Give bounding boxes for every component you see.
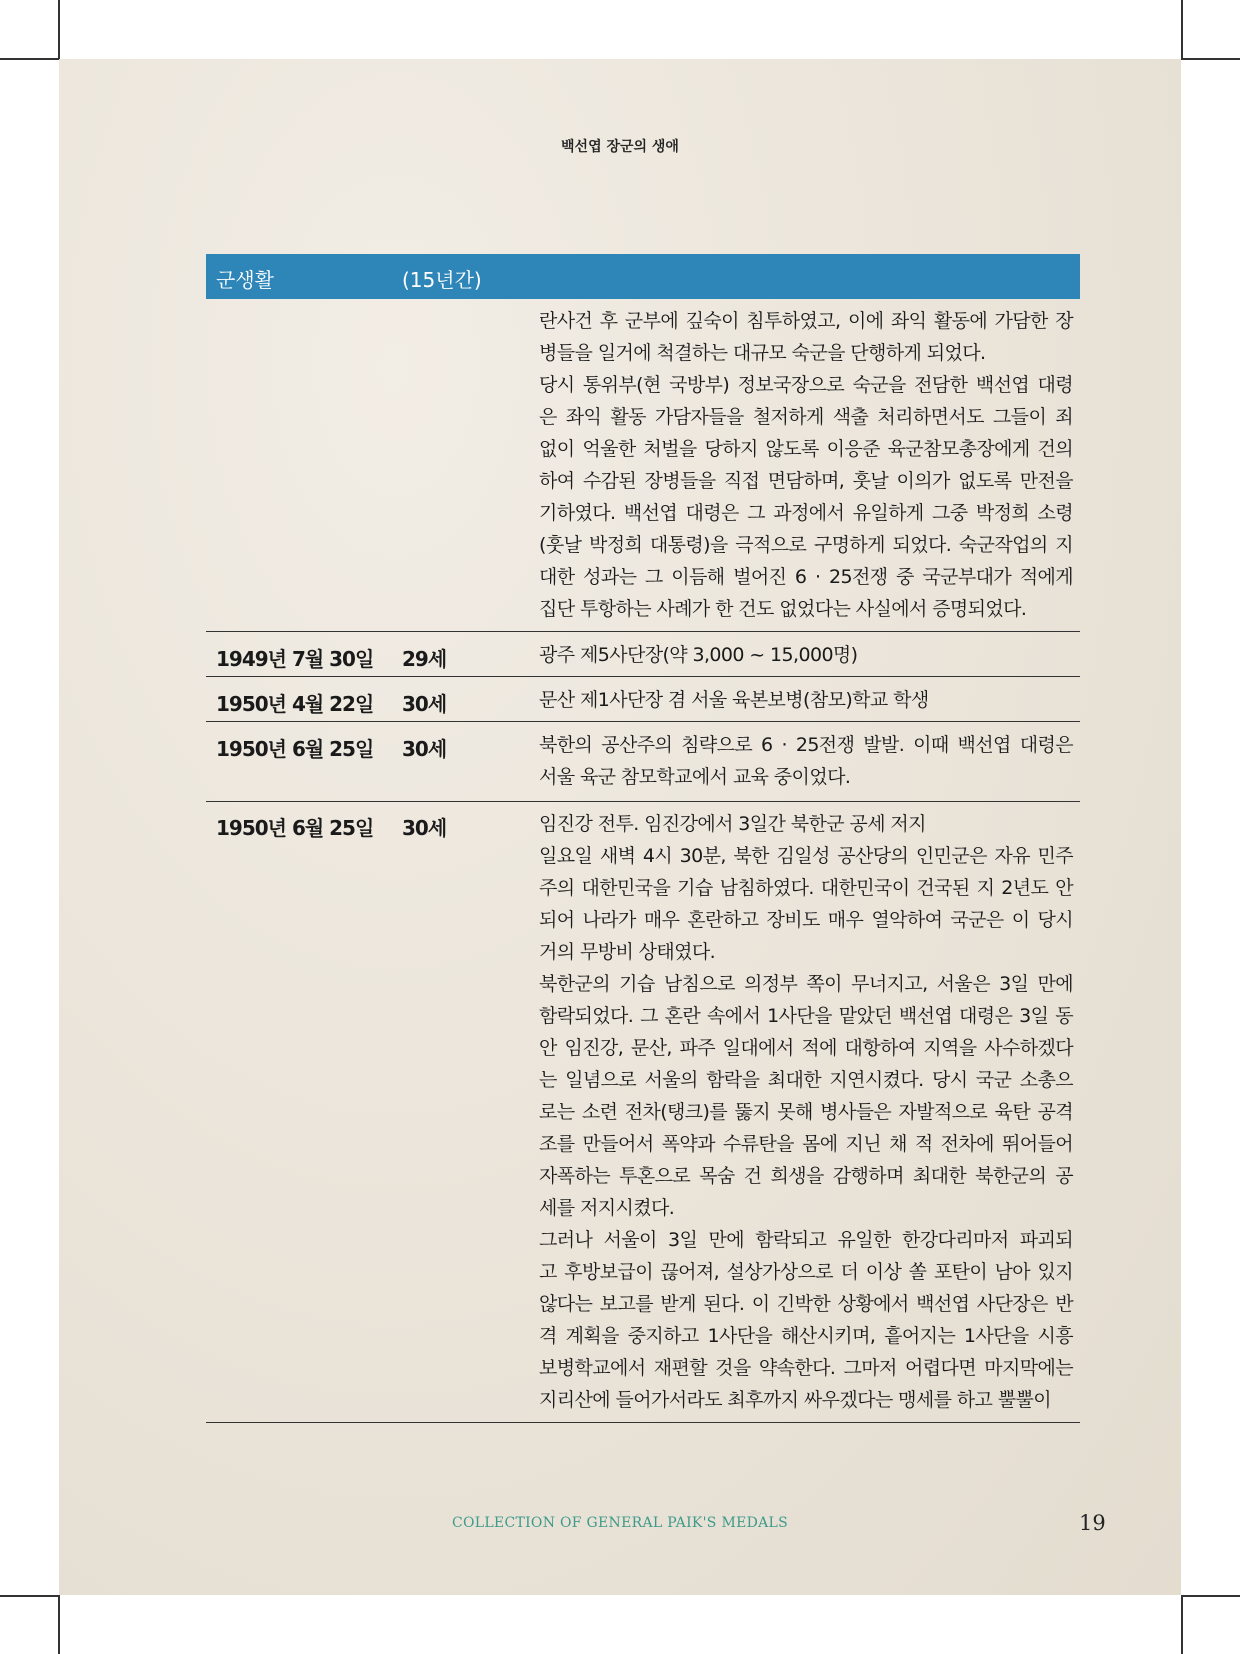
page-number: 19 bbox=[1079, 1511, 1106, 1535]
description-line: 문산 제1사단장 겸 서울 육본보병(참모)학교 학생 bbox=[539, 689, 929, 711]
header-col-career: 군생활 bbox=[216, 268, 274, 292]
row-age: 30세 bbox=[402, 816, 447, 840]
crop-mark bbox=[58, 0, 60, 59]
crop-mark bbox=[1181, 1595, 1240, 1597]
crop-mark bbox=[0, 1595, 59, 1597]
description-line: 당시 통위부(현 국방부) 정보국장으로 숙군을 전담한 백선엽 대령 bbox=[539, 374, 1073, 396]
crop-mark bbox=[1181, 0, 1183, 59]
description-line: 세를 저지시켰다. bbox=[539, 1197, 675, 1219]
description-line: 주의 대한민국을 기습 남침하였다. 대한민국이 건국된 지 2년도 안 bbox=[539, 877, 1073, 899]
description-line: 그러나 서울이 3일 만에 함락되고 유일한 한강다리마저 파괴되 bbox=[539, 1229, 1073, 1251]
row-date: 1950년 6월 25일 bbox=[216, 737, 374, 761]
description-line: 북한군의 기습 남침으로 의정부 쪽이 무너지고, 서울은 3일 만에 bbox=[539, 973, 1073, 995]
description-line: 북한의 공산주의 침략으로 6 · 25전쟁 발발. 이때 백선엽 대령은 bbox=[539, 734, 1073, 756]
row-date: 1949년 7월 30일 bbox=[216, 647, 374, 671]
description-line: 하여 수감된 장병들을 직접 면담하며, 훗날 이의가 없도록 만전을 bbox=[539, 470, 1073, 492]
row-description bbox=[539, 305, 1073, 625]
table-body bbox=[206, 299, 1080, 1423]
table-row bbox=[206, 299, 1080, 632]
row-date: 1950년 6월 25일 bbox=[216, 816, 374, 840]
crop-mark bbox=[58, 1595, 60, 1654]
description-line: 함락되었다. 그 혼란 속에서 1사단을 맡았던 백선엽 대령은 3일 동 bbox=[539, 1005, 1073, 1027]
description-line: 고 후방보급이 끊어져, 설상가상으로 더 이상 쏠 포탄이 남아 있지 bbox=[539, 1261, 1073, 1283]
row-description bbox=[539, 729, 1073, 793]
row-description bbox=[539, 808, 1073, 1416]
description-line: 집단 투항하는 사례가 한 건도 없었다는 사실에서 증명되었다. bbox=[539, 598, 1027, 620]
table-row bbox=[206, 677, 1080, 722]
row-age: 29세 bbox=[402, 647, 447, 671]
running-head: 백선엽 장군의 생애 bbox=[561, 139, 679, 155]
description-line: (훗날 박정희 대통령)을 극적으로 구명하게 되었다. 숙군작업의 지 bbox=[539, 534, 1073, 556]
description-line: 대한 성과는 그 이듬해 벌어진 6 · 25전쟁 중 국군부대가 적에게 bbox=[539, 566, 1073, 588]
header-col-years: (15년간) bbox=[402, 268, 482, 292]
description-line: 보병학교에서 재편할 것을 약속한다. 그마저 어렵다면 마지막에는 bbox=[539, 1357, 1073, 1379]
table-row bbox=[206, 802, 1080, 1423]
crop-mark bbox=[0, 58, 59, 60]
crop-mark bbox=[1181, 1595, 1183, 1654]
description-line: 자폭하는 투혼으로 목숨 건 희생을 감행하며 최대한 북한군의 공 bbox=[539, 1165, 1073, 1187]
description-line: 없이 억울한 처벌을 당하지 않도록 이응준 육군참모총장에게 건의 bbox=[539, 438, 1073, 460]
description-line: 되어 나라가 매우 혼란하고 장비도 매우 열악하여 국군은 이 당시 bbox=[539, 909, 1073, 931]
description-line: 로는 소련 전차(탱크)를 뚫지 못해 병사들은 자발적으로 육탄 공격 bbox=[539, 1101, 1073, 1123]
row-description bbox=[539, 684, 1073, 716]
row-date: 1950년 4월 22일 bbox=[216, 692, 374, 716]
description-line: 격 계획을 중지하고 1사단을 해산시키며, 흩어지는 1사단을 시흥 bbox=[539, 1325, 1073, 1347]
description-line: 안 임진강, 문산, 파주 일대에서 적에 대항하여 지역을 사수하겠다 bbox=[539, 1037, 1073, 1059]
description-line: 일요일 새벽 4시 30분, 북한 김일성 공산당의 인민군은 자유 민주 bbox=[539, 845, 1073, 867]
row-age: 30세 bbox=[402, 737, 447, 761]
description-line: 않다는 보고를 받게 된다. 이 긴박한 상황에서 백선엽 사단장은 반 bbox=[539, 1293, 1073, 1315]
row-age: 30세 bbox=[402, 692, 447, 716]
table-row bbox=[206, 722, 1080, 802]
table-header bbox=[206, 254, 1080, 299]
description-line: 임진강 전투. 임진강에서 3일간 북한군 공세 저지 bbox=[539, 813, 926, 835]
description-line: 조를 만들어서 폭약과 수류탄을 몸에 지닌 채 적 전차에 뛰어들어 bbox=[539, 1133, 1073, 1155]
description-line: 란사건 후 군부에 깊숙이 침투하였고, 이에 좌익 활동에 가담한 장 bbox=[539, 310, 1073, 332]
description-line: 거의 무방비 상태였다. bbox=[539, 941, 716, 963]
footer-title: COLLECTION OF GENERAL PAIK'S MEDALS bbox=[451, 1515, 789, 1531]
table-row bbox=[206, 632, 1080, 677]
description-line: 은 좌익 활동 가담자들을 철저하게 색출 처리하면서도 그들이 죄 bbox=[539, 406, 1073, 428]
description-line: 기하였다. 백선엽 대령은 그 과정에서 유일하게 그중 박정희 소령 bbox=[539, 502, 1073, 524]
description-line: 광주 제5사단장(약 3,000 ~ 15,000명) bbox=[539, 644, 858, 666]
career-table bbox=[206, 254, 1080, 1423]
description-line: 지리산에 들어가서라도 최후까지 싸우겠다는 맹세를 하고 뿔뿔이 bbox=[539, 1389, 1051, 1411]
row-description bbox=[539, 639, 1073, 671]
description-line: 병들을 일거에 척결하는 대규모 숙군을 단행하게 되었다. bbox=[539, 342, 986, 364]
description-line: 서울 육군 참모학교에서 교육 중이었다. bbox=[539, 766, 851, 788]
crop-mark bbox=[1181, 58, 1240, 60]
description-line: 는 일념으로 서울의 함락을 최대한 지연시켰다. 당시 국군 소총으 bbox=[539, 1069, 1073, 1091]
